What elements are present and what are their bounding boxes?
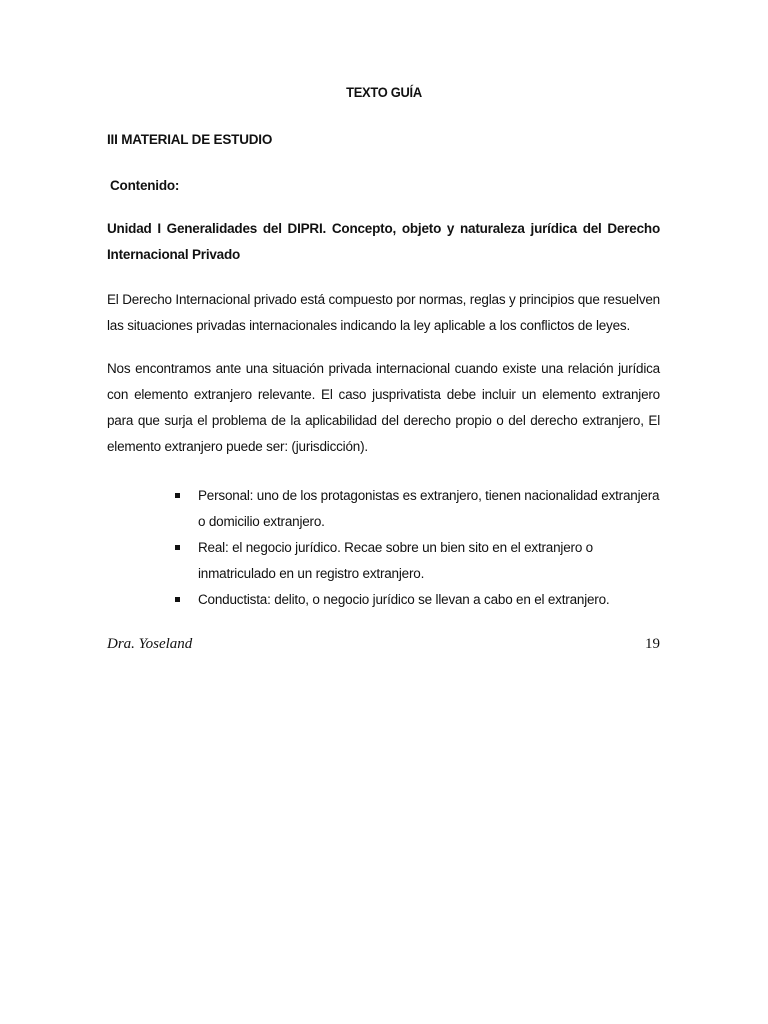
- contenido-label: Contenido:: [110, 178, 180, 193]
- section-heading: III MATERIAL DE ESTUDIO: [107, 132, 273, 147]
- list-item: [172, 483, 662, 535]
- list-item-text: Personal: uno de los protagonistas es extranjero, tienen nacionalidad extranjera o domicilio extranjero.: [198, 488, 660, 529]
- square-bullet-icon: [175, 597, 180, 602]
- paragraph-definition: El Derecho Internacional privado está compuesto por normas, reglas y principios que resuelven las situaciones privadas internacionales indicando la ley aplicable a los conflictos de leyes.: [107, 292, 660, 333]
- list-item: [172, 535, 662, 587]
- page-number: 19: [645, 636, 660, 652]
- paragraph-situacion-privada: Nos encontramos ante una situación privada internacional cuando existe una relación jurídica con elemento extranjero relevante. El caso jusprivatista debe incluir un elemento extranjero para que surja el problema de la aplicabilidad del derecho propio o del derecho extranjero, El elemento extranjero puede ser: (jurisdicción).: [107, 361, 660, 454]
- list-item-text: Conductista: delito, o negocio jurídico se llevan a cabo en el extranjero.: [198, 592, 610, 607]
- unidad-heading: Unidad I Generalidades del DIPRI. Concepto, objeto y naturaleza jurídica del Derecho Internacional Privado: [107, 221, 660, 262]
- square-bullet-icon: [175, 545, 180, 550]
- document-title: TEXTO GUÍA: [346, 84, 422, 100]
- list-item-text: Real: el negocio jurídico. Recae sobre un bien sito en el extranjero o inmatriculado en un registro extranjero.: [198, 540, 593, 581]
- square-bullet-icon: [175, 493, 180, 498]
- list-item: [172, 587, 662, 613]
- footer-author: Dra. Yoseland: [107, 636, 193, 652]
- elemento-extranjero-list: [172, 483, 662, 613]
